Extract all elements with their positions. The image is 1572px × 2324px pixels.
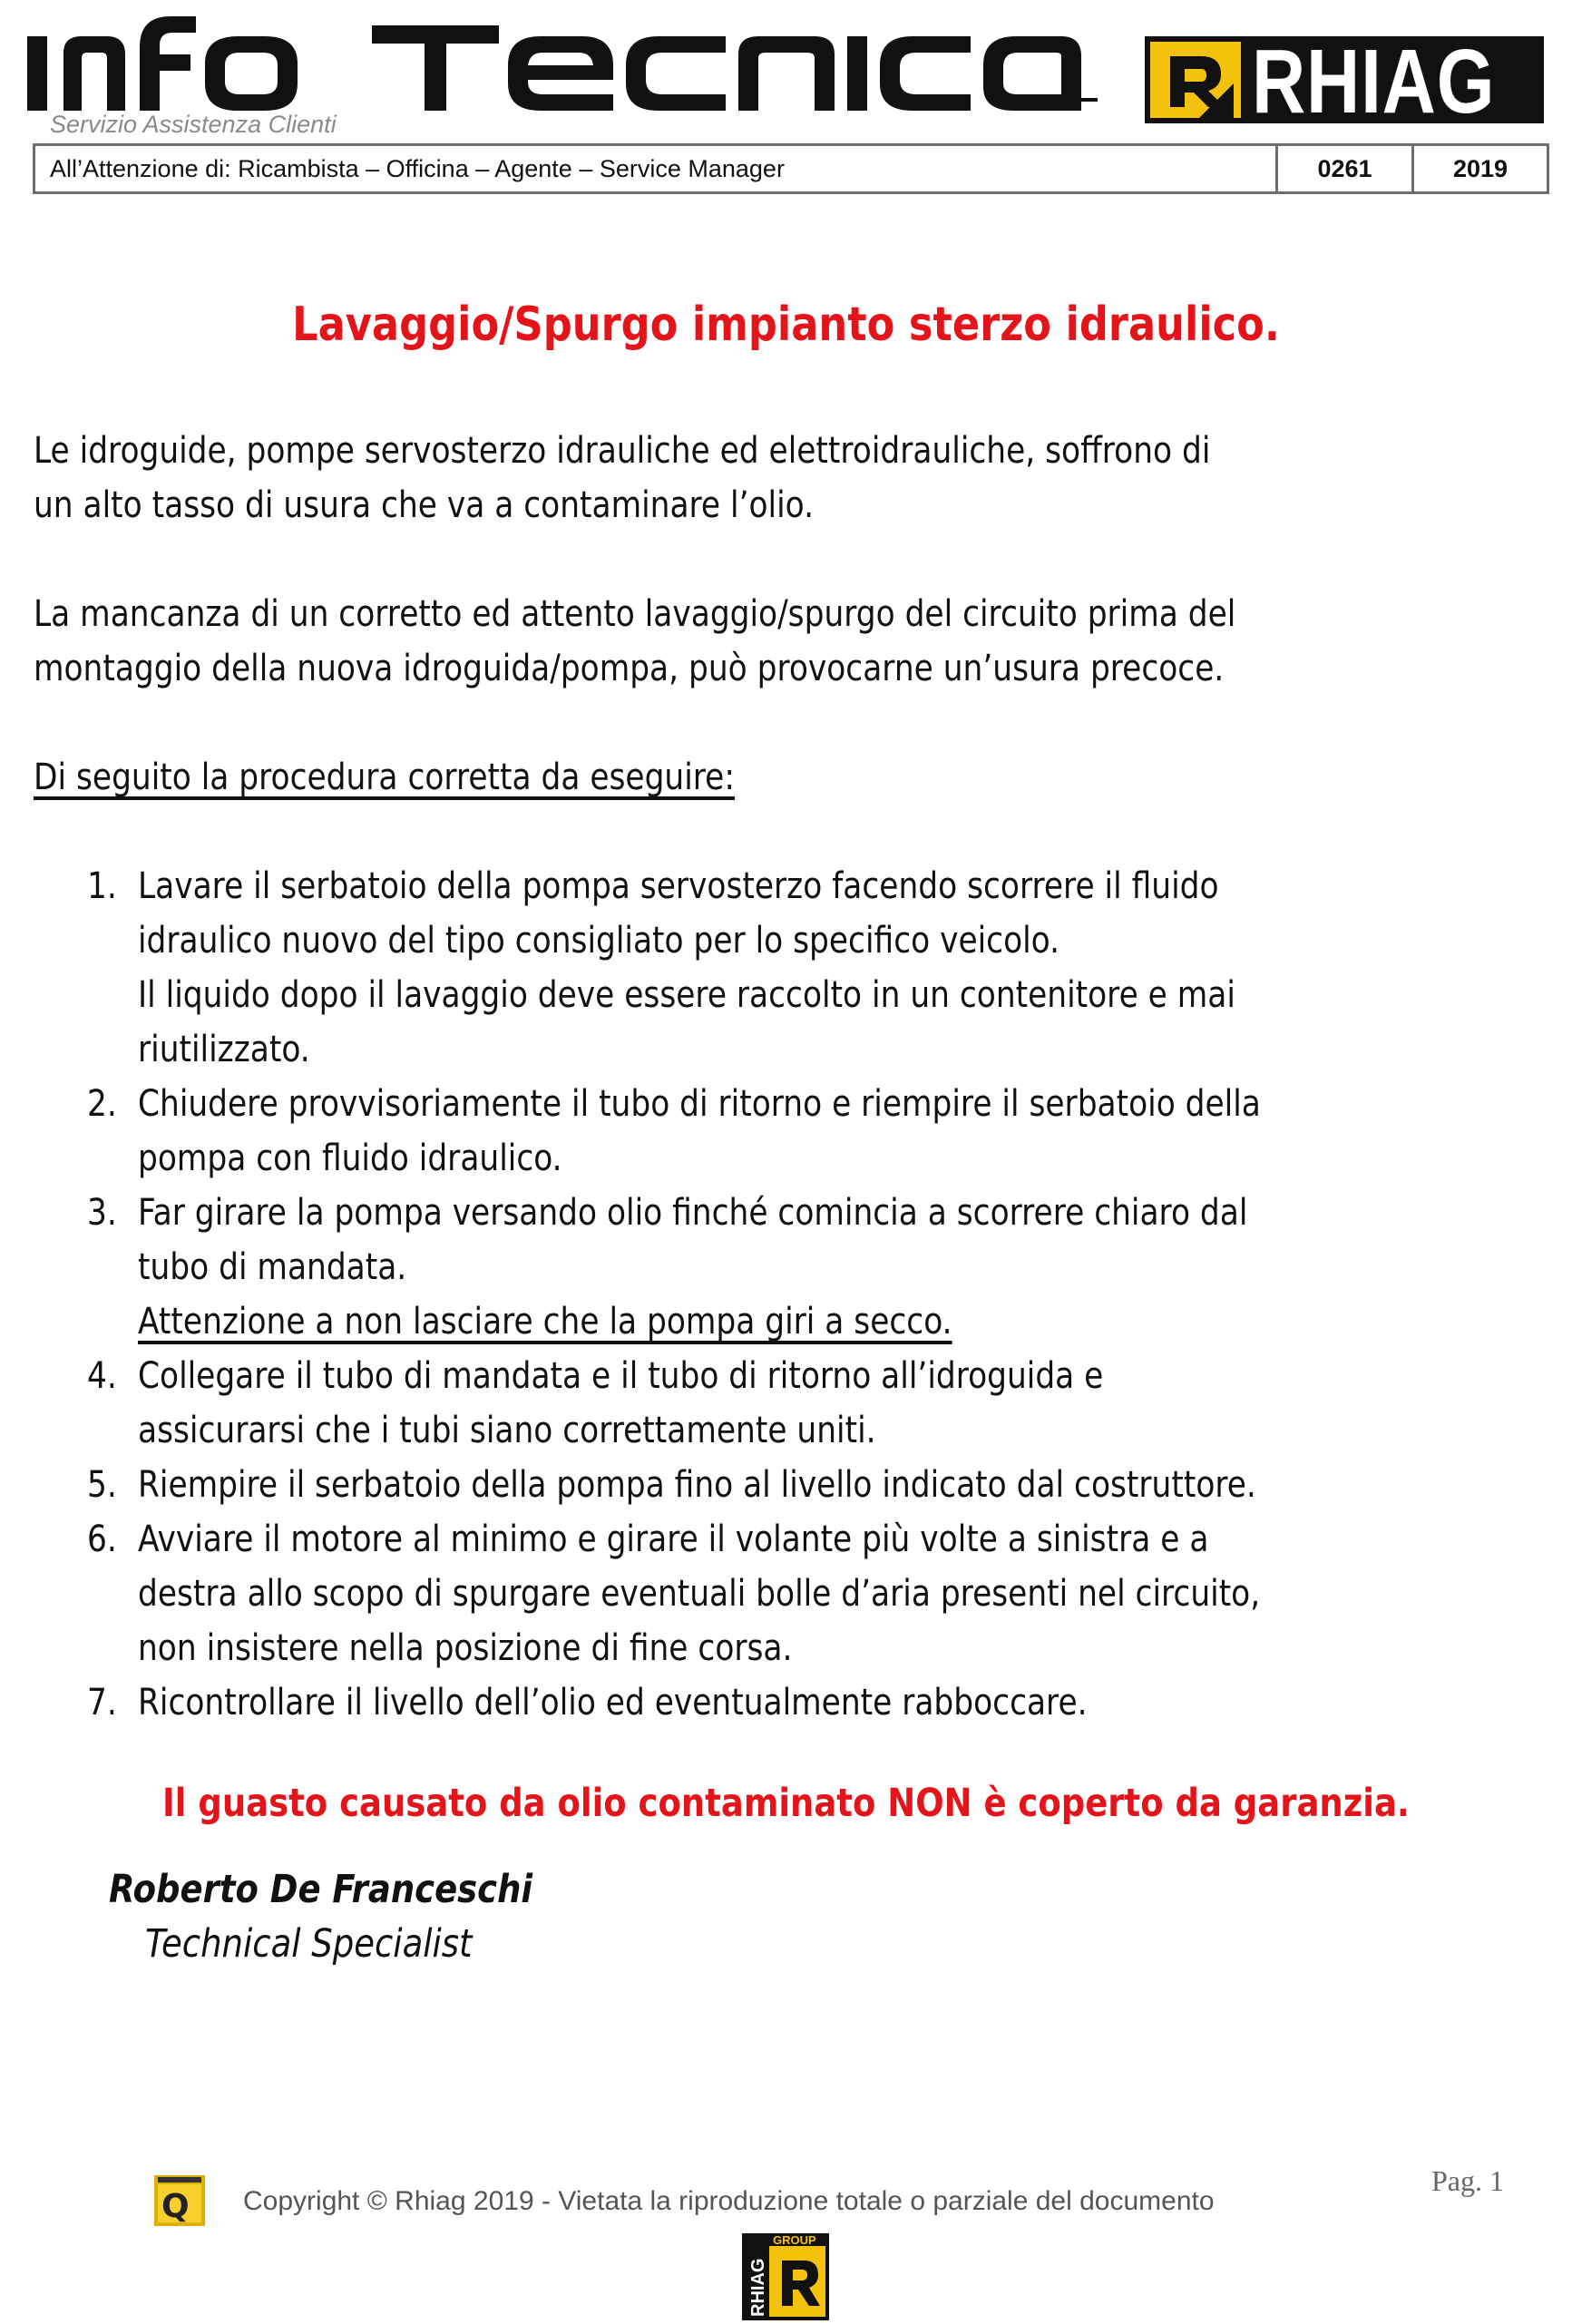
step-line: tubo di mandata.: [138, 1246, 407, 1288]
step-text: [138, 1675, 1088, 1730]
intro-line: un alto tasso di usura che va a contaminare l’olio.: [34, 484, 815, 526]
step-line: Il liquido dopo il lavaggio deve essere raccolto in un contenitore e mai: [138, 974, 1235, 1016]
signature-role: Technical Specialist: [145, 1921, 473, 1967]
step-number: 5.: [87, 1464, 117, 1506]
step-number: 2.: [87, 1083, 117, 1125]
intro-paragraph: [34, 424, 1210, 532]
step-line: Chiudere provvisoriamente il tubo di ritorno e riempire il serbatoio della: [138, 1083, 1261, 1125]
rhiag-group-logo-icon: [742, 2233, 829, 2320]
step-number: 6.: [87, 1518, 117, 1560]
quality-badge-icon: [154, 2175, 205, 2226]
intro-line: Le idroguide, pompe servosterzo idrauliche ed elettroidrauliche, soffrono di: [34, 430, 1211, 472]
service-subtitle: Servizio Assistenza Clienti: [50, 111, 337, 138]
svg-text:Q: Q: [161, 2188, 190, 2225]
warning-underlined-line: Attenzione a non lasciare che la pompa giri a secco.: [138, 1301, 952, 1343]
step-number: 4.: [87, 1355, 117, 1397]
step-text: [138, 859, 1235, 1077]
group-logo-label: GROUP: [773, 2233, 816, 2247]
step-number: 1.: [87, 865, 117, 907]
intro-line: La mancanza di un corretto ed attento lavaggio/spurgo del circuito prima del: [34, 593, 1236, 635]
step-line: non insistere nella posizione di fine corsa.: [138, 1627, 793, 1669]
step-text: [138, 1349, 1103, 1458]
attention-recipients: All’Attenzione di: Ricambista – Officina – Agente – Service Manager: [35, 146, 1278, 191]
step-line: Avviare il motore al minimo e girare il volante più volte a sinistra e a: [138, 1518, 1209, 1560]
document-year: 2019: [1452, 154, 1509, 182]
document-title: Lavaggio/Spurgo impianto sterzo idraulico.: [292, 298, 1280, 352]
rhiag-logo-text: RHIAG: [1252, 31, 1496, 132]
brand-title-logo: [27, 16, 1098, 125]
step-text: [138, 1186, 1247, 1349]
step-number: 7.: [87, 1682, 117, 1723]
recipient-info-bar: [33, 143, 1549, 194]
step-line: Riempire il serbatoio della pompa fino al livello indicato dal costruttore.: [138, 1464, 1256, 1506]
signature-name: Roberto De Franceschi: [109, 1867, 533, 1912]
intro-paragraph: [34, 587, 1235, 696]
page-number: Pag. 1: [1431, 2164, 1504, 2197]
copyright-notice: Copyright © Rhiag 2019 - Vietata la riproduzione totale o parziale del documento: [243, 2186, 1215, 2216]
intro-line: montaggio della nuova idroguida/pompa, può provocarne un’usura precoce.: [34, 648, 1225, 689]
group-logo-brand: RHIAG: [748, 2258, 768, 2317]
document-number: 0261: [1278, 146, 1414, 191]
step-line: Collegare il tubo di mandata e il tubo di ritorno all’idroguida e: [138, 1355, 1104, 1397]
step-line: assicurarsi che i tubi siano correttamente uniti.: [138, 1410, 876, 1451]
step-line: Far girare la pompa versando olio finché comincia a scorrere chiaro dal: [138, 1192, 1248, 1234]
step-number: 3.: [87, 1192, 117, 1234]
step-line: Lavare il serbatoio della pompa servosterzo facendo scorrere il fluido: [138, 865, 1219, 907]
warranty-warning: Il guasto causato da olio contaminato NON è coperto da garanzia.: [162, 1781, 1410, 1826]
step-line: pompa con fluido idraulico.: [138, 1138, 562, 1179]
step-text: [138, 1458, 1256, 1512]
step-text: [138, 1512, 1260, 1675]
step-line: idraulico nuovo del tipo consigliato per lo specifico veicolo.: [138, 920, 1060, 962]
step-line: riutilizzato.: [138, 1029, 310, 1070]
step-text: [138, 1077, 1261, 1186]
step-line: destra allo scopo di spurgare eventuali bolle d’aria presenti nel circuito,: [138, 1573, 1261, 1615]
step-line: Ricontrollare il livello dell’olio ed eventualmente rabboccare.: [138, 1682, 1088, 1723]
procedure-heading: Di seguito la procedura corretta da eseguire:: [34, 757, 735, 798]
